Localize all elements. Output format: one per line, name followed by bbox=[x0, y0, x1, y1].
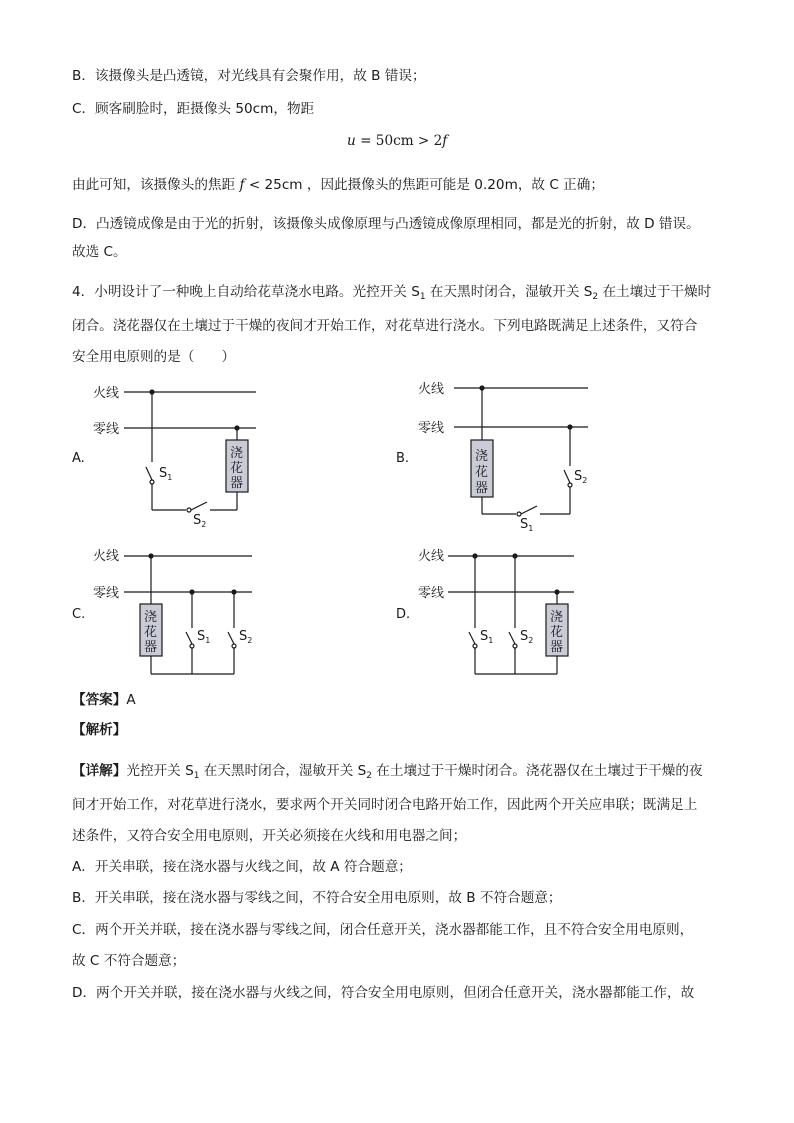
device-char-1: 浇 bbox=[230, 446, 244, 461]
switch-s1-label-b: $S_1$ bbox=[520, 517, 534, 533]
focal-length-conclusion: 由此可知，该摄像头的焦距 f < 25cm ，因此摄像头的焦距可能是 0.20m，故 C 正确； bbox=[72, 177, 604, 193]
detail-line-2: 间才开始工作，对花草进行浇水，要求两个开关同时闭合电路开始工作，因此两个开关应串联；既满足上 bbox=[72, 797, 698, 813]
switch-s2-label-b: $S_2$ bbox=[574, 469, 588, 485]
neutral-wire-label-c: 零线 bbox=[93, 586, 120, 601]
neutral-wire-label-a: 零线 bbox=[93, 422, 120, 437]
device-char-1: 浇 bbox=[550, 610, 564, 625]
device-char-2: 花 bbox=[144, 625, 158, 640]
device-char-3: 器 bbox=[144, 640, 158, 655]
device-char-1: 浇 bbox=[144, 610, 158, 625]
device-char-1: 浇 bbox=[475, 449, 489, 464]
option-label-b: B. bbox=[396, 451, 410, 466]
option-d-analysis: D．两个开关并联，接在浇水器与火线之间，符合安全用电原则，但闭合任意开关，浇水器都能工作，故 bbox=[72, 985, 695, 1001]
option-b-explanation: B．该摄像头是凸透镜，对光线具有会聚作用，故 B 错误； bbox=[72, 68, 426, 84]
device-char-3: 器 bbox=[475, 481, 489, 496]
switch-s2-label-a: $S_2$ bbox=[193, 513, 207, 529]
switch-s1-label-a: $S_1$ bbox=[159, 466, 173, 482]
analysis-heading: 【解析】 bbox=[72, 722, 127, 738]
question-4-line-2: 闭合。浇花器仅在土壤过于干燥的夜间才开始工作，对花草进行浇水。下列电路既满足上述条件，又符合 bbox=[72, 318, 698, 334]
live-wire-label-b: 火线 bbox=[418, 382, 445, 397]
live-wire-label-c: 火线 bbox=[93, 549, 120, 564]
neutral-wire-label-d: 零线 bbox=[418, 586, 445, 601]
option-label-c: C. bbox=[72, 607, 86, 622]
question-4-line-1: 4．小明设计了一种晚上自动给花草浇水电路。光控开关 $S_1$ 在天黑时闭合，湿敏开关 $S_2$ 在土壤过于干燥时 bbox=[72, 284, 712, 302]
device-char-2: 花 bbox=[550, 625, 564, 640]
option-a-analysis: A．开关串联，接在浇水器与火线之间，故 A 符合题意； bbox=[72, 859, 412, 875]
option-label-d: D. bbox=[396, 607, 411, 622]
switch-s2-label-c: $S_2$ bbox=[239, 629, 253, 645]
object-distance-equation: u = 50cm > 2f bbox=[347, 133, 448, 149]
switch-s1-label-d: $S_1$ bbox=[480, 629, 494, 645]
choose-answer: 故选 C。 bbox=[72, 244, 127, 260]
device-char-3: 器 bbox=[230, 476, 244, 491]
option-b-analysis: B．开关串联，接在浇水器与零线之间，不符合安全用电原则，故 B 不符合题意； bbox=[72, 890, 562, 906]
detail-line-1: 【详解】光控开关 $S_1$ 在天黑时闭合，湿敏开关 $S_2$ 在土壤过于干燥时闭合。浇花器仅在土壤过于干燥的夜 bbox=[72, 763, 703, 781]
option-c-analysis-1: C．两个开关并联，接在浇水器与零线之间，闭合任意开关，浇水器都能工作，且不符合安全用电原则， bbox=[72, 922, 694, 938]
option-c-explanation: C．顾客刷脸时，距摄像头 50cm，物距 bbox=[72, 101, 315, 117]
question-4-line-3: 安全用电原则的是（ ） bbox=[72, 349, 236, 365]
live-wire-label-d: 火线 bbox=[418, 549, 445, 564]
option-d-explanation: D．凸透镜成像是由于光的折射，该摄像头成像原理与凸透镜成像原理相同，都是光的折射，故 D 错误。 bbox=[72, 216, 700, 232]
live-wire-label-a: 火线 bbox=[93, 386, 120, 401]
answer-line: 【答案】A bbox=[72, 692, 136, 708]
option-c-analysis-2: 故 C 不符合题意； bbox=[72, 953, 186, 969]
option-label-a: A. bbox=[72, 451, 85, 466]
device-char-2: 花 bbox=[475, 465, 489, 480]
neutral-wire-label-b: 零线 bbox=[418, 421, 445, 436]
device-char-2: 花 bbox=[230, 461, 244, 476]
device-char-3: 器 bbox=[550, 640, 564, 655]
switch-s1-label-c: $S_1$ bbox=[197, 629, 211, 645]
switch-s2-label-d: $S_2$ bbox=[520, 629, 534, 645]
detail-line-3: 述条件，又符合安全用电原则，开关必须接在火线和用电器之间； bbox=[72, 828, 467, 844]
